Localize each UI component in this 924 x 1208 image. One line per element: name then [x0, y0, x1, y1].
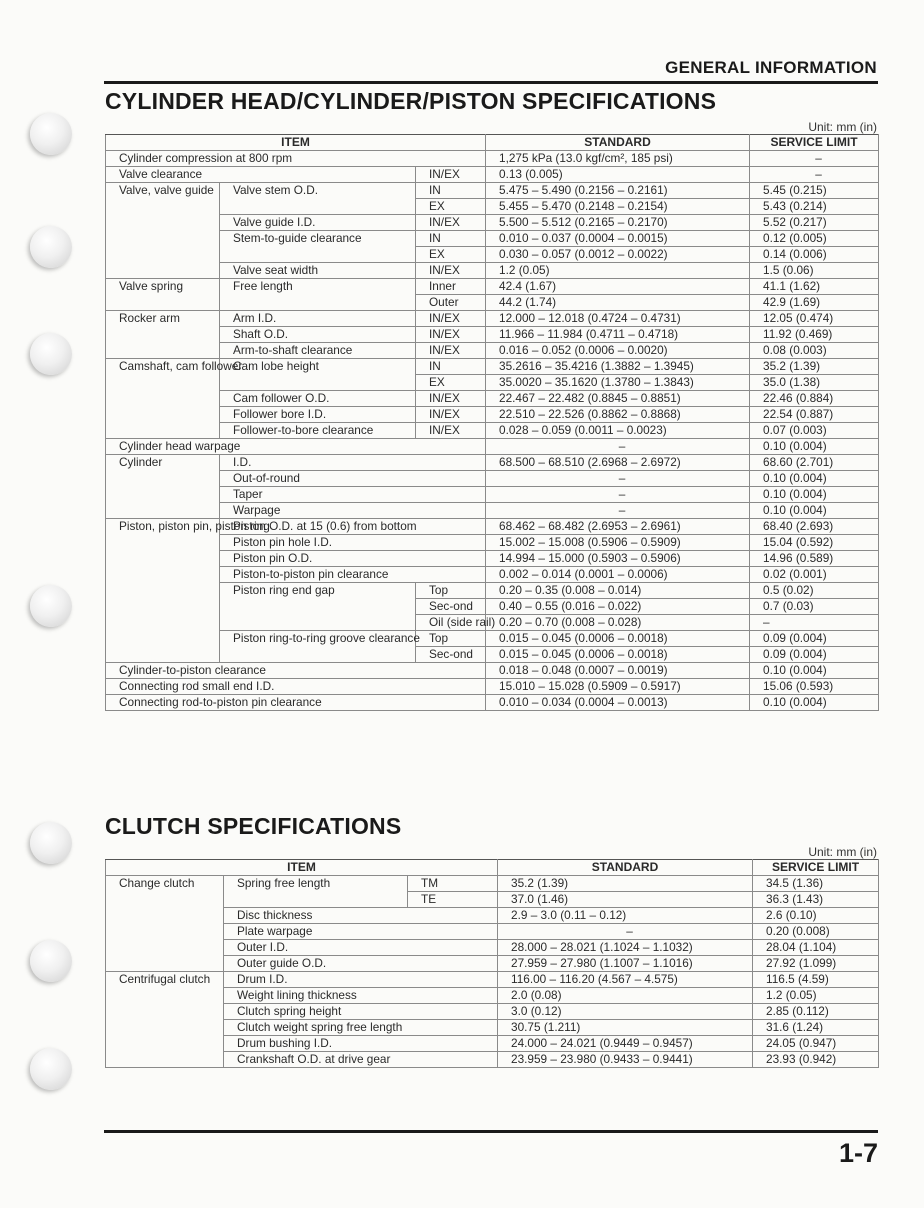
standard-value: 68.462 – 68.482 (2.6953 – 2.6961) — [486, 519, 750, 535]
table-row — [106, 359, 879, 375]
clutch-spec-table — [105, 859, 879, 1068]
table-row — [106, 663, 879, 679]
item-group: Valve spring — [106, 279, 220, 311]
table-row — [106, 471, 879, 487]
table-row — [106, 519, 879, 535]
service-limit-value: 0.14 (0.006) — [750, 247, 879, 263]
item-type: Inner — [416, 279, 486, 295]
clutch-spec-title: CLUTCH SPECIFICATIONS — [105, 813, 402, 839]
service-limit-value: 0.10 (0.004) — [750, 695, 879, 711]
item-type: IN/EX — [416, 311, 486, 327]
binder-hole — [30, 585, 72, 627]
table-row — [106, 487, 879, 503]
binder-hole — [30, 113, 72, 155]
item-sub: Outer guide O.D. — [224, 956, 498, 972]
standard-value: 3.0 (0.12) — [498, 1004, 753, 1020]
standard-value: – — [486, 503, 750, 519]
item-type: Outer — [416, 295, 486, 311]
standard-value: 14.994 – 15.000 (0.5903 – 0.5906) — [486, 551, 750, 567]
table-header-row — [106, 860, 879, 876]
standard-value: 68.500 – 68.510 (2.6968 – 2.6972) — [486, 455, 750, 471]
service-limit-value: 5.52 (0.217) — [750, 215, 879, 231]
item-sub: Piston pin hole I.D. — [220, 535, 486, 551]
standard-value: – — [498, 924, 753, 940]
service-limit-value: 0.10 (0.004) — [750, 439, 879, 455]
service-limit-value: 22.54 (0.887) — [750, 407, 879, 423]
item-type: IN/EX — [416, 343, 486, 359]
standard-value: 0.018 – 0.048 (0.0007 – 0.0019) — [486, 663, 750, 679]
standard-value: 0.030 – 0.057 (0.0012 – 0.0022) — [486, 247, 750, 263]
item-type: Top — [416, 631, 486, 647]
item-label: Connecting rod small end I.D. — [106, 679, 486, 695]
item-type: IN/EX — [416, 423, 486, 439]
service-limit-value: 11.92 (0.469) — [750, 327, 879, 343]
standard-value: 42.4 (1.67) — [486, 279, 750, 295]
table-row — [106, 231, 879, 247]
service-limit-value: 68.60 (2.701) — [750, 455, 879, 471]
standard-value: 0.016 – 0.052 (0.0006 – 0.0020) — [486, 343, 750, 359]
table-row — [106, 279, 879, 295]
service-limit-value: 0.09 (0.004) — [750, 647, 879, 663]
standard-header: STANDARD — [486, 135, 750, 151]
standard-value: 35.2 (1.39) — [498, 876, 753, 892]
standard-value: 0.015 – 0.045 (0.0006 – 0.0018) — [486, 647, 750, 663]
standard-header: STANDARD — [498, 860, 753, 876]
service-limit-value: 0.10 (0.004) — [750, 471, 879, 487]
item-sub: Arm-to-shaft clearance — [220, 343, 416, 359]
table-row — [106, 343, 879, 359]
item-sub: Piston O.D. at 15 (0.6) from bottom — [220, 519, 486, 535]
item-sub: Valve seat width — [220, 263, 416, 279]
item-sub: Drum I.D. — [224, 972, 498, 988]
item-header: ITEM — [106, 860, 498, 876]
service-limit-value: 31.6 (1.24) — [753, 1020, 879, 1036]
item-sub: Clutch spring height — [224, 1004, 498, 1020]
footer-rule — [104, 1130, 878, 1133]
table-row — [106, 567, 879, 583]
item-type: Oil (side rail) — [416, 615, 486, 631]
page-number: 1-7 — [838, 1138, 878, 1168]
standard-value: 0.40 – 0.55 (0.016 – 0.022) — [486, 599, 750, 615]
service-limit-value: 28.04 (1.104) — [753, 940, 879, 956]
standard-value: 0.002 – 0.014 (0.0001 – 0.0006) — [486, 567, 750, 583]
service-limit-value: 14.96 (0.589) — [750, 551, 879, 567]
standard-value: 5.455 – 5.470 (0.2148 – 0.2154) — [486, 199, 750, 215]
service-limit-value: 0.20 (0.008) — [753, 924, 879, 940]
standard-value: 5.475 – 5.490 (0.2156 – 0.2161) — [486, 183, 750, 199]
item-label: Cylinder-to-piston clearance — [106, 663, 486, 679]
standard-value: 22.510 – 22.526 (0.8862 – 0.8868) — [486, 407, 750, 423]
item-type: TM — [408, 876, 498, 892]
item-sub: Weight lining thickness — [224, 988, 498, 1004]
standard-value: 1.2 (0.05) — [486, 263, 750, 279]
item-sub: Follower-to-bore clearance — [220, 423, 416, 439]
service-limit-value: 0.12 (0.005) — [750, 231, 879, 247]
item-group: Change clutch — [106, 876, 224, 972]
item-sub: Outer I.D. — [224, 940, 498, 956]
item-type: IN — [416, 359, 486, 375]
item-sub: Arm I.D. — [220, 311, 416, 327]
table-row — [106, 695, 879, 711]
cylinder-unit-label: Unit: mm (in) — [808, 120, 877, 134]
standard-value: 0.13 (0.005) — [486, 167, 750, 183]
standard-value: 5.500 – 5.512 (0.2165 – 0.2170) — [486, 215, 750, 231]
item-group: Rocker arm — [106, 311, 220, 359]
table-header-row — [106, 135, 879, 151]
service-limit-header: SERVICE LIMIT — [750, 135, 879, 151]
standard-value: 0.010 – 0.034 (0.0004 – 0.0013) — [486, 695, 750, 711]
standard-value: 27.959 – 27.980 (1.1007 – 1.1016) — [498, 956, 753, 972]
clutch-unit-label: Unit: mm (in) — [808, 845, 877, 859]
item-sub: Disc thickness — [224, 908, 498, 924]
standard-value: 30.75 (1.211) — [498, 1020, 753, 1036]
item-sub: Piston-to-piston pin clearance — [220, 567, 486, 583]
table-row — [106, 583, 879, 599]
service-limit-value: 0.08 (0.003) — [750, 343, 879, 359]
service-limit-value: 5.43 (0.214) — [750, 199, 879, 215]
item-type: IN — [416, 183, 486, 199]
standard-value: 116.00 – 116.20 (4.567 – 4.575) — [498, 972, 753, 988]
service-limit-value: 15.04 (0.592) — [750, 535, 879, 551]
item-sub: Plate warpage — [224, 924, 498, 940]
service-limit-value: 2.6 (0.10) — [753, 908, 879, 924]
service-limit-value: 0.09 (0.004) — [750, 631, 879, 647]
table-row — [106, 439, 879, 455]
service-limit-value: 41.1 (1.62) — [750, 279, 879, 295]
table-row — [106, 183, 879, 199]
item-type: EX — [416, 247, 486, 263]
standard-value: 15.002 – 15.008 (0.5906 – 0.5909) — [486, 535, 750, 551]
standard-value: 0.028 – 0.059 (0.0011 – 0.0023) — [486, 423, 750, 439]
table-row — [106, 311, 879, 327]
item-group: Piston, piston pin, piston ring — [106, 519, 220, 663]
binder-hole — [30, 822, 72, 864]
standard-value: – — [486, 439, 750, 455]
item-group: Valve, valve guide — [106, 183, 220, 279]
standard-value: 24.000 – 24.021 (0.9449 – 0.9457) — [498, 1036, 753, 1052]
binder-hole — [30, 333, 72, 375]
service-limit-value: 35.2 (1.39) — [750, 359, 879, 375]
standard-value: 44.2 (1.74) — [486, 295, 750, 311]
standard-value: 28.000 – 28.021 (1.1024 – 1.1032) — [498, 940, 753, 956]
standard-value: 12.000 – 12.018 (0.4724 – 0.4731) — [486, 311, 750, 327]
item-sub: Crankshaft O.D. at drive gear — [224, 1052, 498, 1068]
binder-hole — [30, 226, 72, 268]
item-label: Connecting rod-to-piston pin clearance — [106, 695, 486, 711]
table-row — [106, 151, 879, 167]
service-limit-value: – — [750, 167, 879, 183]
item-type: Sec-ond — [416, 599, 486, 615]
item-group: Cylinder — [106, 455, 220, 519]
standard-value: 15.010 – 15.028 (0.5909 – 0.5917) — [486, 679, 750, 695]
service-limit-value: 1.2 (0.05) — [753, 988, 879, 1004]
service-limit-value: 68.40 (2.693) — [750, 519, 879, 535]
service-limit-value: 0.7 (0.03) — [750, 599, 879, 615]
service-limit-value: 34.5 (1.36) — [753, 876, 879, 892]
service-limit-value: 23.93 (0.942) — [753, 1052, 879, 1068]
service-limit-value: 1.5 (0.06) — [750, 263, 879, 279]
standard-value: 0.20 – 0.70 (0.008 – 0.028) — [486, 615, 750, 631]
standard-value: 1,275 kPa (13.0 kgf/cm², 185 psi) — [486, 151, 750, 167]
item-label: Cylinder head warpage — [106, 439, 486, 455]
item-type: Sec-ond — [416, 647, 486, 663]
table-row — [106, 972, 879, 988]
service-limit-value: 5.45 (0.215) — [750, 183, 879, 199]
cylinder-spec-table — [105, 134, 879, 711]
standard-value: 0.015 – 0.045 (0.0006 – 0.0018) — [486, 631, 750, 647]
standard-value: 22.467 – 22.482 (0.8845 – 0.8851) — [486, 391, 750, 407]
table-row — [106, 407, 879, 423]
item-sub: Follower bore I.D. — [220, 407, 416, 423]
service-limit-value: 0.10 (0.004) — [750, 663, 879, 679]
standard-value: 0.010 – 0.037 (0.0004 – 0.0015) — [486, 231, 750, 247]
binder-hole — [30, 940, 72, 982]
binder-hole — [30, 1048, 72, 1090]
item-sub: Stem-to-guide clearance — [220, 231, 416, 263]
standard-value: 0.20 – 0.35 (0.008 – 0.014) — [486, 583, 750, 599]
standard-value: 2.0 (0.08) — [498, 988, 753, 1004]
item-type: IN/EX — [416, 407, 486, 423]
table-row — [106, 503, 879, 519]
table-row — [106, 263, 879, 279]
table-row — [106, 215, 879, 231]
item-sub: Taper — [220, 487, 486, 503]
section-header: GENERAL INFORMATION — [665, 58, 877, 77]
item-type: IN/EX — [416, 167, 486, 183]
service-limit-value: 2.85 (0.112) — [753, 1004, 879, 1020]
standard-value: – — [486, 471, 750, 487]
table-row — [106, 391, 879, 407]
standard-value: 35.2616 – 35.4216 (1.3882 – 1.3945) — [486, 359, 750, 375]
item-sub: Valve stem O.D. — [220, 183, 416, 215]
table-row — [106, 876, 879, 892]
service-limit-value: 0.07 (0.003) — [750, 423, 879, 439]
item-sub: Shaft O.D. — [220, 327, 416, 343]
service-limit-value: 24.05 (0.947) — [753, 1036, 879, 1052]
service-limit-value: 22.46 (0.884) — [750, 391, 879, 407]
item-label: Valve clearance — [106, 167, 416, 183]
standard-value: 37.0 (1.46) — [498, 892, 753, 908]
table-row — [106, 679, 879, 695]
item-sub: Piston ring end gap — [220, 583, 416, 631]
standard-value: – — [486, 487, 750, 503]
item-sub: Cam lobe height — [220, 359, 416, 391]
table-row — [106, 551, 879, 567]
item-group: Centrifugal clutch — [106, 972, 224, 1068]
item-sub: Free length — [220, 279, 416, 311]
item-type: EX — [416, 375, 486, 391]
standard-value: 2.9 – 3.0 (0.11 – 0.12) — [498, 908, 753, 924]
service-limit-value: 42.9 (1.69) — [750, 295, 879, 311]
item-type: Top — [416, 583, 486, 599]
table-row — [106, 455, 879, 471]
service-limit-value: 0.02 (0.001) — [750, 567, 879, 583]
item-sub: Spring free length — [224, 876, 408, 908]
table-row — [106, 423, 879, 439]
item-sub: Out-of-round — [220, 471, 486, 487]
item-type: IN/EX — [416, 327, 486, 343]
item-header: ITEM — [106, 135, 486, 151]
service-limit-value: 36.3 (1.43) — [753, 892, 879, 908]
item-sub: Clutch weight spring free length — [224, 1020, 498, 1036]
table-row — [106, 327, 879, 343]
item-type: IN/EX — [416, 263, 486, 279]
item-sub: Valve guide I.D. — [220, 215, 416, 231]
service-limit-value: 0.5 (0.02) — [750, 583, 879, 599]
service-limit-value: 0.10 (0.004) — [750, 487, 879, 503]
item-type: IN/EX — [416, 215, 486, 231]
table-row — [106, 631, 879, 647]
item-type: EX — [416, 199, 486, 215]
service-limit-header: SERVICE LIMIT — [753, 860, 879, 876]
table-row — [106, 167, 879, 183]
item-type: IN/EX — [416, 391, 486, 407]
service-limit-value: 12.05 (0.474) — [750, 311, 879, 327]
service-limit-value: 35.0 (1.38) — [750, 375, 879, 391]
service-limit-value: 0.10 (0.004) — [750, 503, 879, 519]
service-limit-value: 15.06 (0.593) — [750, 679, 879, 695]
standard-value: 11.966 – 11.984 (0.4711 – 0.4718) — [486, 327, 750, 343]
item-label: Cylinder compression at 800 rpm — [106, 151, 486, 167]
item-type: IN — [416, 231, 486, 247]
table-row — [106, 535, 879, 551]
standard-value: 35.0020 – 35.1620 (1.3780 – 1.3843) — [486, 375, 750, 391]
item-sub: Piston pin O.D. — [220, 551, 486, 567]
item-sub: Piston ring-to-ring groove clearance — [220, 631, 416, 663]
service-limit-value: 27.92 (1.099) — [753, 956, 879, 972]
item-sub: Drum bushing I.D. — [224, 1036, 498, 1052]
item-sub: Cam follower O.D. — [220, 391, 416, 407]
header-rule — [104, 81, 878, 84]
item-group: Camshaft, cam follower — [106, 359, 220, 439]
service-limit-value: – — [750, 151, 879, 167]
standard-value: 23.959 – 23.980 (0.9433 – 0.9441) — [498, 1052, 753, 1068]
cylinder-spec-title: CYLINDER HEAD/CYLINDER/PISTON SPECIFICATIONS — [105, 88, 717, 114]
item-sub: Warpage — [220, 503, 486, 519]
service-limit-value: 116.5 (4.59) — [753, 972, 879, 988]
item-sub: I.D. — [220, 455, 486, 471]
item-type: TE — [408, 892, 498, 908]
service-limit-value: – — [750, 615, 879, 631]
